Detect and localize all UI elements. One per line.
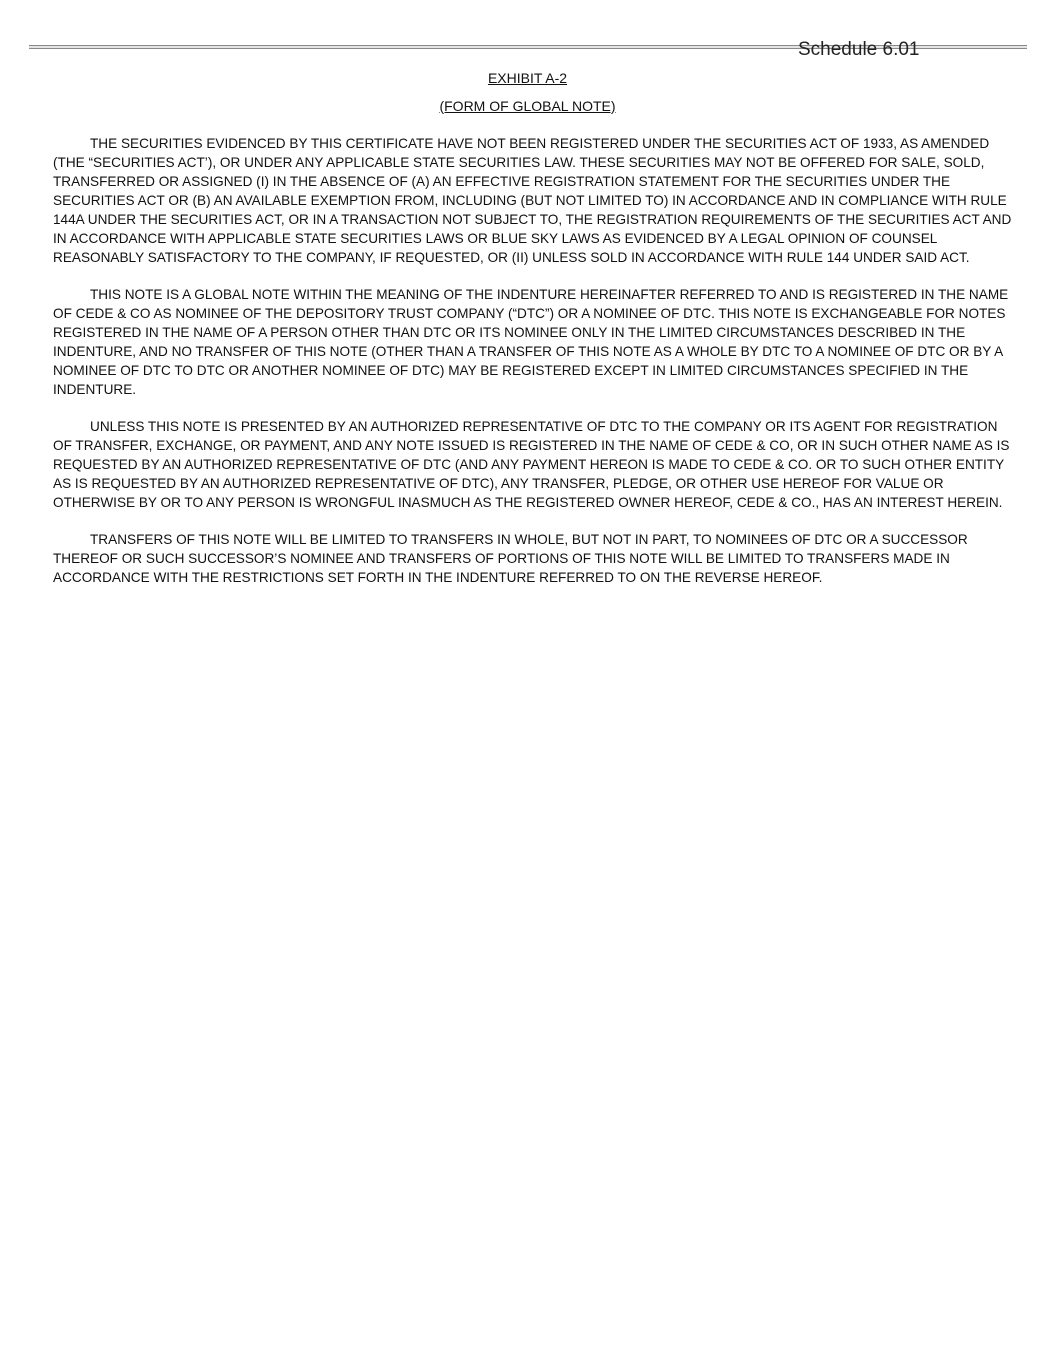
legend-body <box>53 134 1013 605</box>
global-note-legend: THIS NOTE IS A GLOBAL NOTE WITHIN THE MEANING OF THE INDENTURE HEREINAFTER REFERRED TO AND IS REGISTERED IN THE NAME OF CEDE & CO AS NOMINEE OF THE DEPOSITORY TRUST COMPANY (“DTC”) OR A NOMINEE OF DTC. THIS NOTE IS EXCHANGEABLE FOR NOTES REGISTERED IN THE NAME OF A PERSON OTHER THAN DTC OR ITS NOMINEE ONLY IN THE LIMITED CIRCUMSTANCES DESCRIBED IN THE INDENTURE, AND NO TRANSFER OF THIS NOTE (OTHER THAN A TRANSFER OF THIS NOTE AS A WHOLE BY DTC TO A NOMINEE OF DTC OR BY A NOMINEE OF DTC TO DTC OR ANOTHER NOMINEE OF DTC) MAY BE REGISTERED EXCEPT IN LIMITED CIRCUMSTANCES SPECIFIED IN THE INDENTURE. <box>53 287 1009 397</box>
form-title <box>0 97 1055 115</box>
form-title-text: (FORM OF GLOBAL NOTE) <box>439 98 616 114</box>
exhibit-title-text: EXHIBIT A-2 <box>487 70 568 86</box>
exhibit-title <box>0 69 1055 87</box>
transfer-restriction-legend: TRANSFERS OF THIS NOTE WILL BE LIMITED TO TRANSFERS IN WHOLE, BUT NOT IN PART, TO NOMINEES OF DTC OR A SUCCESSOR THEREOF OR SUCH SUCCESSOR’S NOMINEE AND TRANSFERS OF PORTIONS OF THIS NOTE WILL BE LIMITED TO TRANSFERS MADE IN ACCORDANCE WITH THE RESTRICTIONS SET FORTH IN THE INDENTURE REFERRED TO ON THE REVERSE HEREOF. <box>53 532 968 585</box>
securities-act-legend: THE SECURITIES EVIDENCED BY THIS CERTIFICATE HAVE NOT BEEN REGISTERED UNDER THE SECURITIES ACT OF 1933, AS AMENDED (THE “SECURITIES ACT’), OR UNDER ANY APPLICABLE STATE SECURITIES LAW. THESE SECURITIES MAY NOT BE OFFERED FOR SALE, SOLD, TRANSFERRED OR ASSIGNED (I) IN THE ABSENCE OF (A) AN EFFECTIVE REGISTRATION STATEMENT FOR THE SECURITIES UNDER THE SECURITIES ACT OR (B) AN AVAILABLE EXEMPTION FROM, INCLUDING (BUT NOT LIMITED TO) IN ACCORDANCE AND IN COMPLIANCE WITH RULE 144A UNDER THE SECURITIES ACT, OR IN A TRANSACTION NOT SUBJECT TO, THE REGISTRATION REQUIREMENTS OF THE SECURITIES ACT AND IN ACCORDANCE WITH APPLICABLE STATE SECURITIES LAWS OR BLUE SKY LAWS AS EVIDENCED BY A LEGAL OPINION OF COUNSEL REASONABLY SATISFACTORY TO THE COMPANY, IF REQUESTED, OR (II) UNLESS SOLD IN ACCORDANCE WITH RULE 144 UNDER SAID ACT. <box>53 136 1012 265</box>
schedule-label: Schedule 6.01 <box>798 39 920 60</box>
dtc-legend: UNLESS THIS NOTE IS PRESENTED BY AN AUTHORIZED REPRESENTATIVE OF DTC TO THE COMPANY OR ITS AGENT FOR REGISTRATION OF TRANSFER, EXCHANGE, OR PAYMENT, AND ANY NOTE ISSUED IS REGISTERED IN THE NAME OF CEDE & CO, OR IN SUCH OTHER NAME AS IS REQUESTED BY AN AUTHORIZED REPRESENTATIVE OF DTC (AND ANY PAYMENT HEREON IS MADE TO CEDE & CO. OR TO SUCH OTHER ENTITY AS IS REQUESTED BY AN AUTHORIZED REPRESENTATIVE OF DTC), ANY TRANSFER, PLEDGE, OR OTHER USE HEREOF FOR VALUE OR OTHERWISE BY OR TO ANY PERSON IS WRONGFUL INASMUCH AS THE REGISTERED OWNER HEREOF, CEDE & CO., HAS AN INTEREST HEREIN. <box>53 419 1010 510</box>
